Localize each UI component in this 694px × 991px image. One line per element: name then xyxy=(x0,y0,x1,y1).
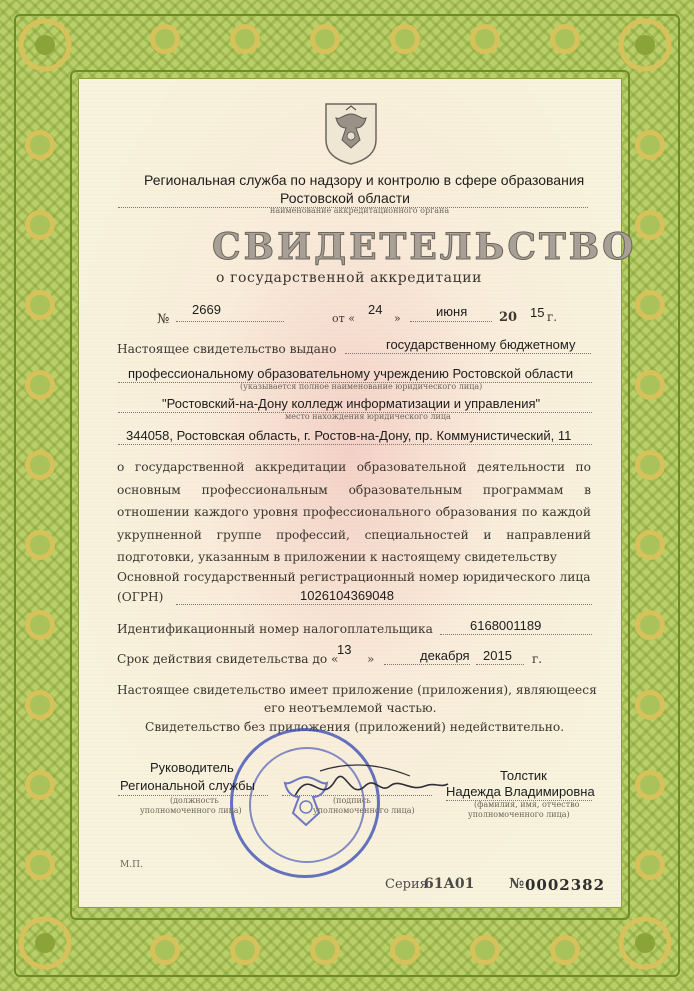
ogrn-value: 1026104369048 xyxy=(300,588,394,603)
corner-ornament-icon xyxy=(614,912,676,974)
issue-day: 24 xyxy=(368,302,383,317)
caption-position-line2: уполномоченного лица) xyxy=(140,806,242,815)
caption-position-line1: (должность xyxy=(170,796,219,805)
signer-position-line1: Руководитель xyxy=(150,760,234,775)
serial-number-label: № xyxy=(509,876,525,892)
validity-label: Срок действия свидетельства до « xyxy=(117,652,339,666)
corner-ornament-icon xyxy=(14,14,76,76)
authority-name-line2: Ростовской области xyxy=(280,190,410,206)
inn-label: Идентификационный номер налогоплательщика xyxy=(117,622,433,636)
certificate-number: 2669 xyxy=(192,302,221,317)
number-label: № xyxy=(157,312,170,327)
holder-name-part3: "Ростовский-на-Дону колледж информатизации и управления" xyxy=(162,396,541,411)
stamp-place-label: М.П. xyxy=(120,860,143,870)
coat-of-arms-icon xyxy=(322,100,380,166)
caption-sign-line2: уполномоченного лица) xyxy=(313,806,415,815)
holder-name-part1: государственному бюджетному xyxy=(386,337,576,352)
holder-name-part2: профессиональному образовательному учреждению Ростовской области xyxy=(128,366,574,381)
document-title: СВИДЕТЕЛЬСТВО xyxy=(212,226,637,268)
signer-name-line1: Толстик xyxy=(500,768,547,783)
validity-day: 13 xyxy=(337,642,352,657)
series-label: Серия xyxy=(385,877,428,892)
appendix-note-line1: Настоящее свидетельство имеет приложение (приложения), являющееся xyxy=(117,683,597,697)
ogrn-label-line1: Основной государственный регистрационный номер юридического лица xyxy=(117,570,591,584)
date-from-label: от « xyxy=(332,312,355,325)
validity-year: 2015 xyxy=(483,648,512,663)
authority-caption: наименование аккредитационного органа xyxy=(270,206,450,215)
invalid-note: Свидетельство без приложения (приложений) недействительно. xyxy=(145,720,565,734)
corner-ornament-icon xyxy=(14,912,76,974)
issue-month: июня xyxy=(436,304,468,319)
caption-location: место нахождения юридического лица xyxy=(285,412,451,421)
series-value: 61А01 xyxy=(424,876,475,892)
holder-address: 344058, Ростовская область, г. Ростов-на-Дону, пр. Коммунистический, 11 xyxy=(126,428,572,443)
signer-position-line2: Региональной службы xyxy=(120,778,255,793)
signer-name-line2: Надежда Владимировна xyxy=(446,784,595,799)
document-subtitle: о государственной аккредитации xyxy=(216,270,483,286)
caption-name-line1: (фамилия, имя, отчество xyxy=(474,800,580,809)
year-prefix: 20 xyxy=(499,310,518,325)
ogrn-label-line2: (ОГРН) xyxy=(117,590,164,604)
issue-year-suffix: 15 xyxy=(530,305,545,320)
validity-month: декабря xyxy=(420,648,470,663)
inn-value: 6168001189 xyxy=(470,618,542,633)
caption-full-name: (указывается полное наименование юридического лица) xyxy=(240,382,483,391)
caption-name-line2: уполномоченного лица) xyxy=(468,810,570,819)
caption-sign-line1: (подпись xyxy=(333,796,371,805)
validity-close-quote: » xyxy=(367,652,375,666)
validity-g: г. xyxy=(532,652,543,666)
issued-to-label: Настоящее свидетельство выдано xyxy=(117,342,337,356)
authority-name-line1: Региональная служба по надзору и контролю в сфере образования xyxy=(144,172,585,188)
serial-number-value: 0002382 xyxy=(525,876,606,894)
appendix-note-line2: его неотъемлемой частью. xyxy=(264,701,437,715)
corner-ornament-icon xyxy=(614,14,676,76)
year-g: г. xyxy=(547,310,558,324)
date-close-quote: » xyxy=(394,312,401,325)
accreditation-statement: о государственной аккредитации образовательной деятельности по основным профессиональным образовательным программам в отношении каждого уровня профессионального образования по каждой укрупненной группе профессий, специальностей и направлений подготовки, указанным в приложении к настоящему свидетельству xyxy=(117,460,591,564)
